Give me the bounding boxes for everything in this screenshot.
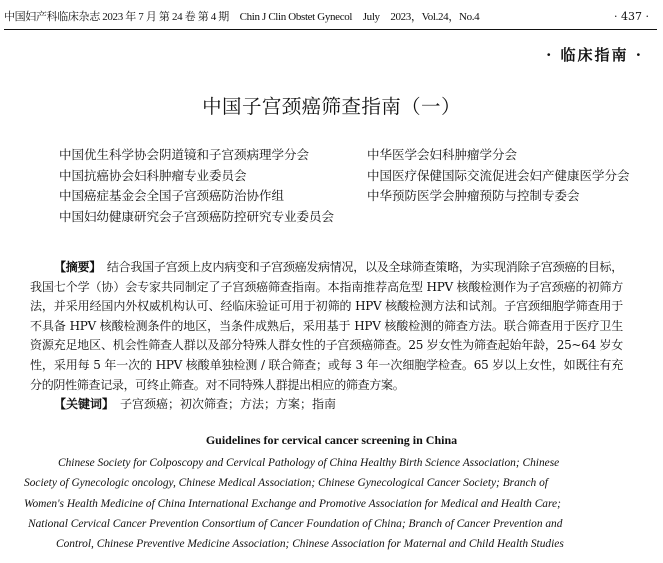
org-row (59, 145, 639, 166)
affiliation-line: Society of Gynecologic oncology, Chinese Medical Association; Chinese Gynecological Cancer Society; Branch of (24, 477, 548, 490)
organization: 中国妇幼健康研究会子宫颈癌防控研究专业委员会 (59, 208, 335, 224)
affiliation-line: Control, Chinese Preventive Medicine Association; Chinese Association for Maternal and Child Health Studies (56, 538, 564, 551)
organization: 中国医疗保健国际交流促进会妇产健康医学分会 (367, 167, 630, 183)
org-row (59, 186, 639, 207)
author-organizations (59, 145, 639, 227)
affiliation-line: Women's Health Medicine of China International Exchange and Promotive Association for Medical and Health Care; (24, 497, 561, 510)
abstract-text: 结合我国子宫颈上皮内病变和子宫颈癌发病情况，以及全球筛查策略，为实现消除子宫颈癌的目标，我国七个学（协）会专家共同制定了子宫颈癌筛查指南。本指南推荐高危型 HPV 核酸检测作为子宫颈癌的初筛方法，并采用经国内外权威机构认可、经临床验证可用于初筛的 HPV 核酸检测方法和试剂。子宫颈细胞学筛查用于不具备 HPV 核酸检测条件的地区，当条件成熟后，采用基于 HPV 核酸检测的筛查方法。联合筛查用于医疗卫生资源充足地区、机会性筛查人群以及部分特殊人群女性的子宫颈癌筛查。25 岁女性为筛查起始年龄，25~64 岁女性，采用每 5 年一次的 HPV 核酸单独检测 / 联合筛查；或每 3 年一次细胞学检查。65 岁以上女性，如既往有充分的阴性筛查记录，可终止筛查。对不同特殊人群提出相应的筛查方案。 (30, 260, 623, 392)
keywords-text: 子宫颈癌；初次筛查；方法；方案；指南 (120, 397, 337, 412)
affiliation-line: National Cervical Cancer Prevention Consortium of Cancer Foundation of China; Branch of Cancer Prevention and (28, 517, 563, 530)
page-number: · 437 · (614, 10, 649, 23)
org-row (59, 207, 639, 228)
journal-citation: 中国妇产科临床杂志 2023 年 7 月 第 24 卷 第 4 期 Chin J Clin Obstet Gynecol July 2023，Vol.24，No.4 (4, 11, 480, 23)
organization: 中华医学会妇科肿瘤学分会 (367, 147, 518, 162)
english-title: Guidelines for cervical cancer screening in China (205, 433, 458, 447)
abstract (30, 258, 623, 415)
keywords (30, 395, 623, 415)
abstract-label: 【摘要】 (54, 260, 101, 274)
organization: 中国癌症基金会全国子宫颈癌防治协作组 (59, 188, 285, 203)
article-title: 中国子宫颈癌筛查指南（一） (202, 95, 461, 118)
section-tag: · 临床指南 · (546, 46, 643, 64)
organization: 中华预防医学会肿瘤预防与控制专委会 (367, 188, 580, 203)
abstract-paragraph (30, 258, 623, 395)
english-affiliations (24, 453, 624, 554)
organization: 中国抗癌协会妇科肿瘤专业委员会 (59, 167, 247, 183)
keywords-label: 【关键词】 (54, 397, 115, 412)
header-rule (4, 29, 657, 30)
organization: 中国优生科学协会阴道镜和子宫颈病理学分会 (59, 147, 310, 162)
running-head (0, 8, 663, 26)
affiliation-line: Chinese Society for Colposcopy and Cervical Pathology of China Healthy Birth Science Association; Chinese (58, 457, 560, 469)
org-row (59, 166, 639, 187)
